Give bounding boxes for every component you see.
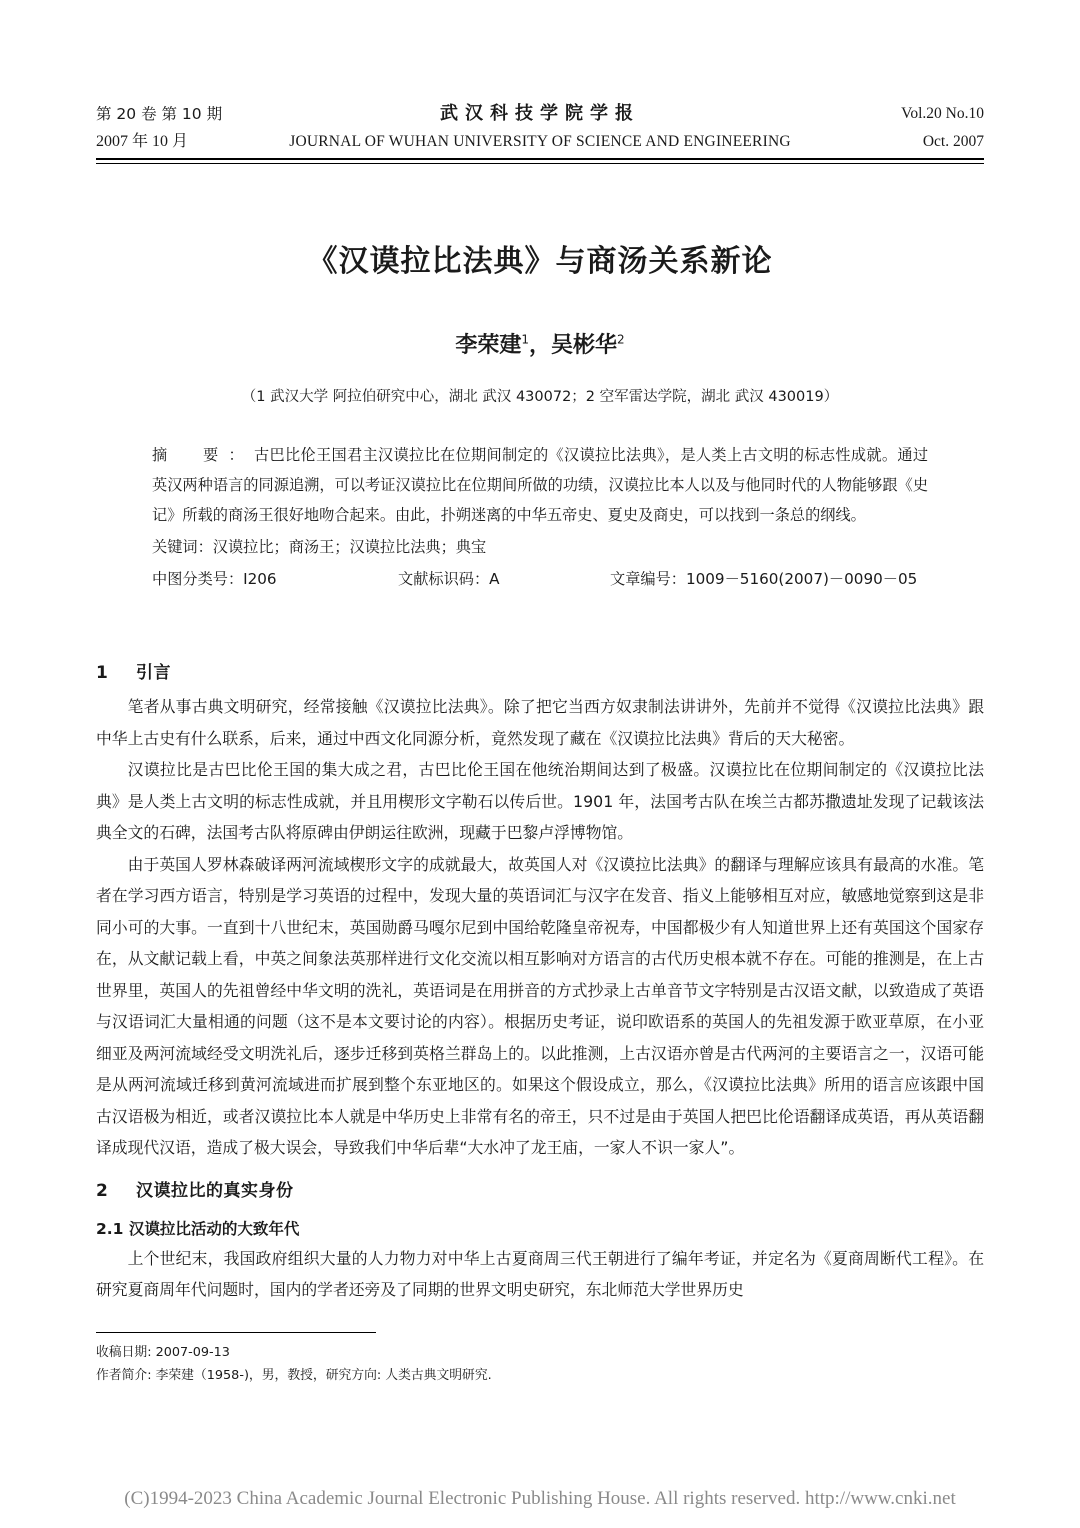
footnote-author-bio: 作者简介: 李荣建（1958-)，男，教授，研究方向: 人类古典文明研究. (96, 1367, 492, 1383)
author-list (96, 328, 984, 359)
subsection-heading-2-1 (96, 1217, 984, 1239)
masthead-center (96, 100, 984, 156)
paragraph: 笔者从事古典文明研究，经常接触《汉谟拉比法典》。除了把它当西方奴隶制法讲讲外，先前并不觉得《汉谟拉比法典》跟中华上古史有什么联系，后来，通过中西文化同源分析，竟然发现了藏在《汉谟拉比法典》背后的天大秘密。 (96, 697, 984, 748)
page-title: 《汉谟拉比法典》与商汤关系新论 (307, 244, 773, 279)
section-number-2: 2 (96, 1180, 109, 1201)
volume-issue-en: Vol.20 No.10 (901, 105, 984, 122)
paragraph: 由于英国人罗林森破译两河流域楔形文字的成就最大，故英国人对《汉谟拉比法典》的翻译与理解应该具有最高的水准。笔者在学习西方语言，特别是学习英语的过程中，发现大量的英语词汇与汉字在发音、指义上能够相互对应，敏感地觉察到这是非同小可的大事。一直到十八世纪末，英国勋爵马嘎尔尼到中国给乾隆皇帝祝寿，中国都极少有人知道世界上还有英国这个国家存在，从文献记载上看，中英之间象法英那样进行文化交流以相互影响对方语言的古代历史根本就不存在。可能的推测是，在上古世界里，英国人的先祖曾经中华文明的洗礼，英语词是在用拼音的方式抄录上古单音节文字特别是古汉语文献，以致造成了英语与汉语词汇大量相通的问题（这不是本文要讨论的内容）。根据历史考证，说印欧语系的英国人的先祖发源于欧亚草原，在小亚细亚及两河流域经受文明洗礼后，逐步迁移到英格兰群岛上的。以此推测，上古汉语亦曾是古代两河的主要语言之一，汉语可能是从两河流域迁移到黄河流域进而扩展到整个东亚地区的。如果这个假设成立，那么，《汉谟拉比法典》所用的语言应该跟中国古汉语极为相近，或者汉谟拉比本人就是中华历史上非常有名的帝王，只不过是由于英国人把巴比伦语翻译成英语，再从英语翻译成现代汉语，造成了极大误会，导致我们中华后辈“大水冲了龙王庙，一家人不识一家人”。 (96, 854, 984, 1157)
section-heading-1 (96, 658, 984, 683)
subsection-title-2-1: 汉谟拉比活动的大致年代 (128, 1219, 300, 1238)
clc-number: 中图分类号：I206 (152, 570, 277, 588)
section-heading-2 (96, 1176, 984, 1201)
author-name-1: 李荣建 (455, 333, 522, 358)
article-number: 文章编号：1009－5160(2007)－0090－05 (610, 570, 918, 588)
section-title-1: 引言 (136, 663, 171, 683)
footnote-divider (96, 1332, 376, 1333)
article-body (96, 658, 984, 1306)
journal-title-cn: 武汉科技学院学报 (440, 103, 640, 124)
abstract-label: 摘 要： (152, 446, 254, 464)
cnki-copyright-watermark: (C)1994-2023 China Academic Journal Electronic Publishing House. All rights reserved. http://www.cnki.net (124, 1488, 956, 1509)
issue-date-en: Oct. 2007 (922, 133, 984, 150)
issue-date-cn: 2007 年 10 月 (96, 133, 189, 150)
author-affil-marker-2: 2 (617, 332, 625, 347)
page-content (96, 100, 984, 1387)
author-affil-marker-1: 1 (521, 332, 529, 347)
journal-masthead (96, 100, 984, 156)
section-title-2: 汉谟拉比的真实身份 (136, 1180, 294, 1201)
abstract-block (96, 440, 984, 594)
abstract-text: 古巴比伦王国君主汉谟拉比在位期间制定的《汉谟拉比法典》，是人类上古文明的标志性成就。通过英汉两种语言的同源追溯，可以考证汉谟拉比在位期间所做的功绩，汉谟拉比本人以及与他同时代的人物能够跟《史记》所载的商汤王很好地吻合起来。由此，扑朔迷离的中华五帝史、夏史及商史，可以找到一条总的纲线。 (152, 446, 929, 524)
volume-issue-cn: 第 20 卷 第 10 期 (96, 105, 223, 123)
keywords-line: 关键词：汉谟拉比；商汤王；汉谟拉比法典；典宝 (152, 538, 487, 556)
masthead-divider (96, 158, 984, 164)
paragraph: 上个世纪末，我国政府组织大量的人力物力对中华上古夏商周三代王朝进行了编年考证，并定名为《夏商周断代工程》。在研究夏商周年代问题时，国内的学者还旁及了同期的世界文明史研究，东北师范大学世界历史 (96, 1248, 984, 1299)
paragraph: 汉谟拉比是古巴比伦王国的集大成之君，古巴比伦王国在他统治期间达到了极盛。汉谟拉比在位期间制定的《汉谟拉比法典》是人类上古文明的标志性成就，并且用楔形文字勒石以传后世。1901 年，法国考古队在埃兰古都苏撒遗址发现了记载该法典全文的石碑，法国考古队将原碑由伊朗运往欧洲，现藏于巴黎卢浮博物馆。 (96, 760, 984, 842)
footnote-received-date: 收稿日期: 2007-09-13 (96, 1344, 230, 1360)
section-spacer (96, 1164, 984, 1176)
footnote-block (96, 1341, 984, 1387)
subsection-number-2-1: 2.1 (96, 1219, 124, 1238)
masthead-right (901, 100, 984, 156)
document-code: 文献标识码：A (398, 570, 500, 588)
journal-title-en: JOURNAL OF WUHAN UNIVERSITY OF SCIENCE AND ENGINEERING (289, 133, 791, 150)
author-separator: ， (528, 333, 551, 358)
classification-line (152, 564, 928, 594)
author-affiliation: （1 武汉大学 阿拉伯研究中心，湖北 武汉 430072；2 空军雷达学院，湖北 武汉 430019） (241, 389, 839, 405)
author-name-2: 吴彬华 (551, 333, 618, 358)
section-number-1: 1 (96, 663, 109, 683)
